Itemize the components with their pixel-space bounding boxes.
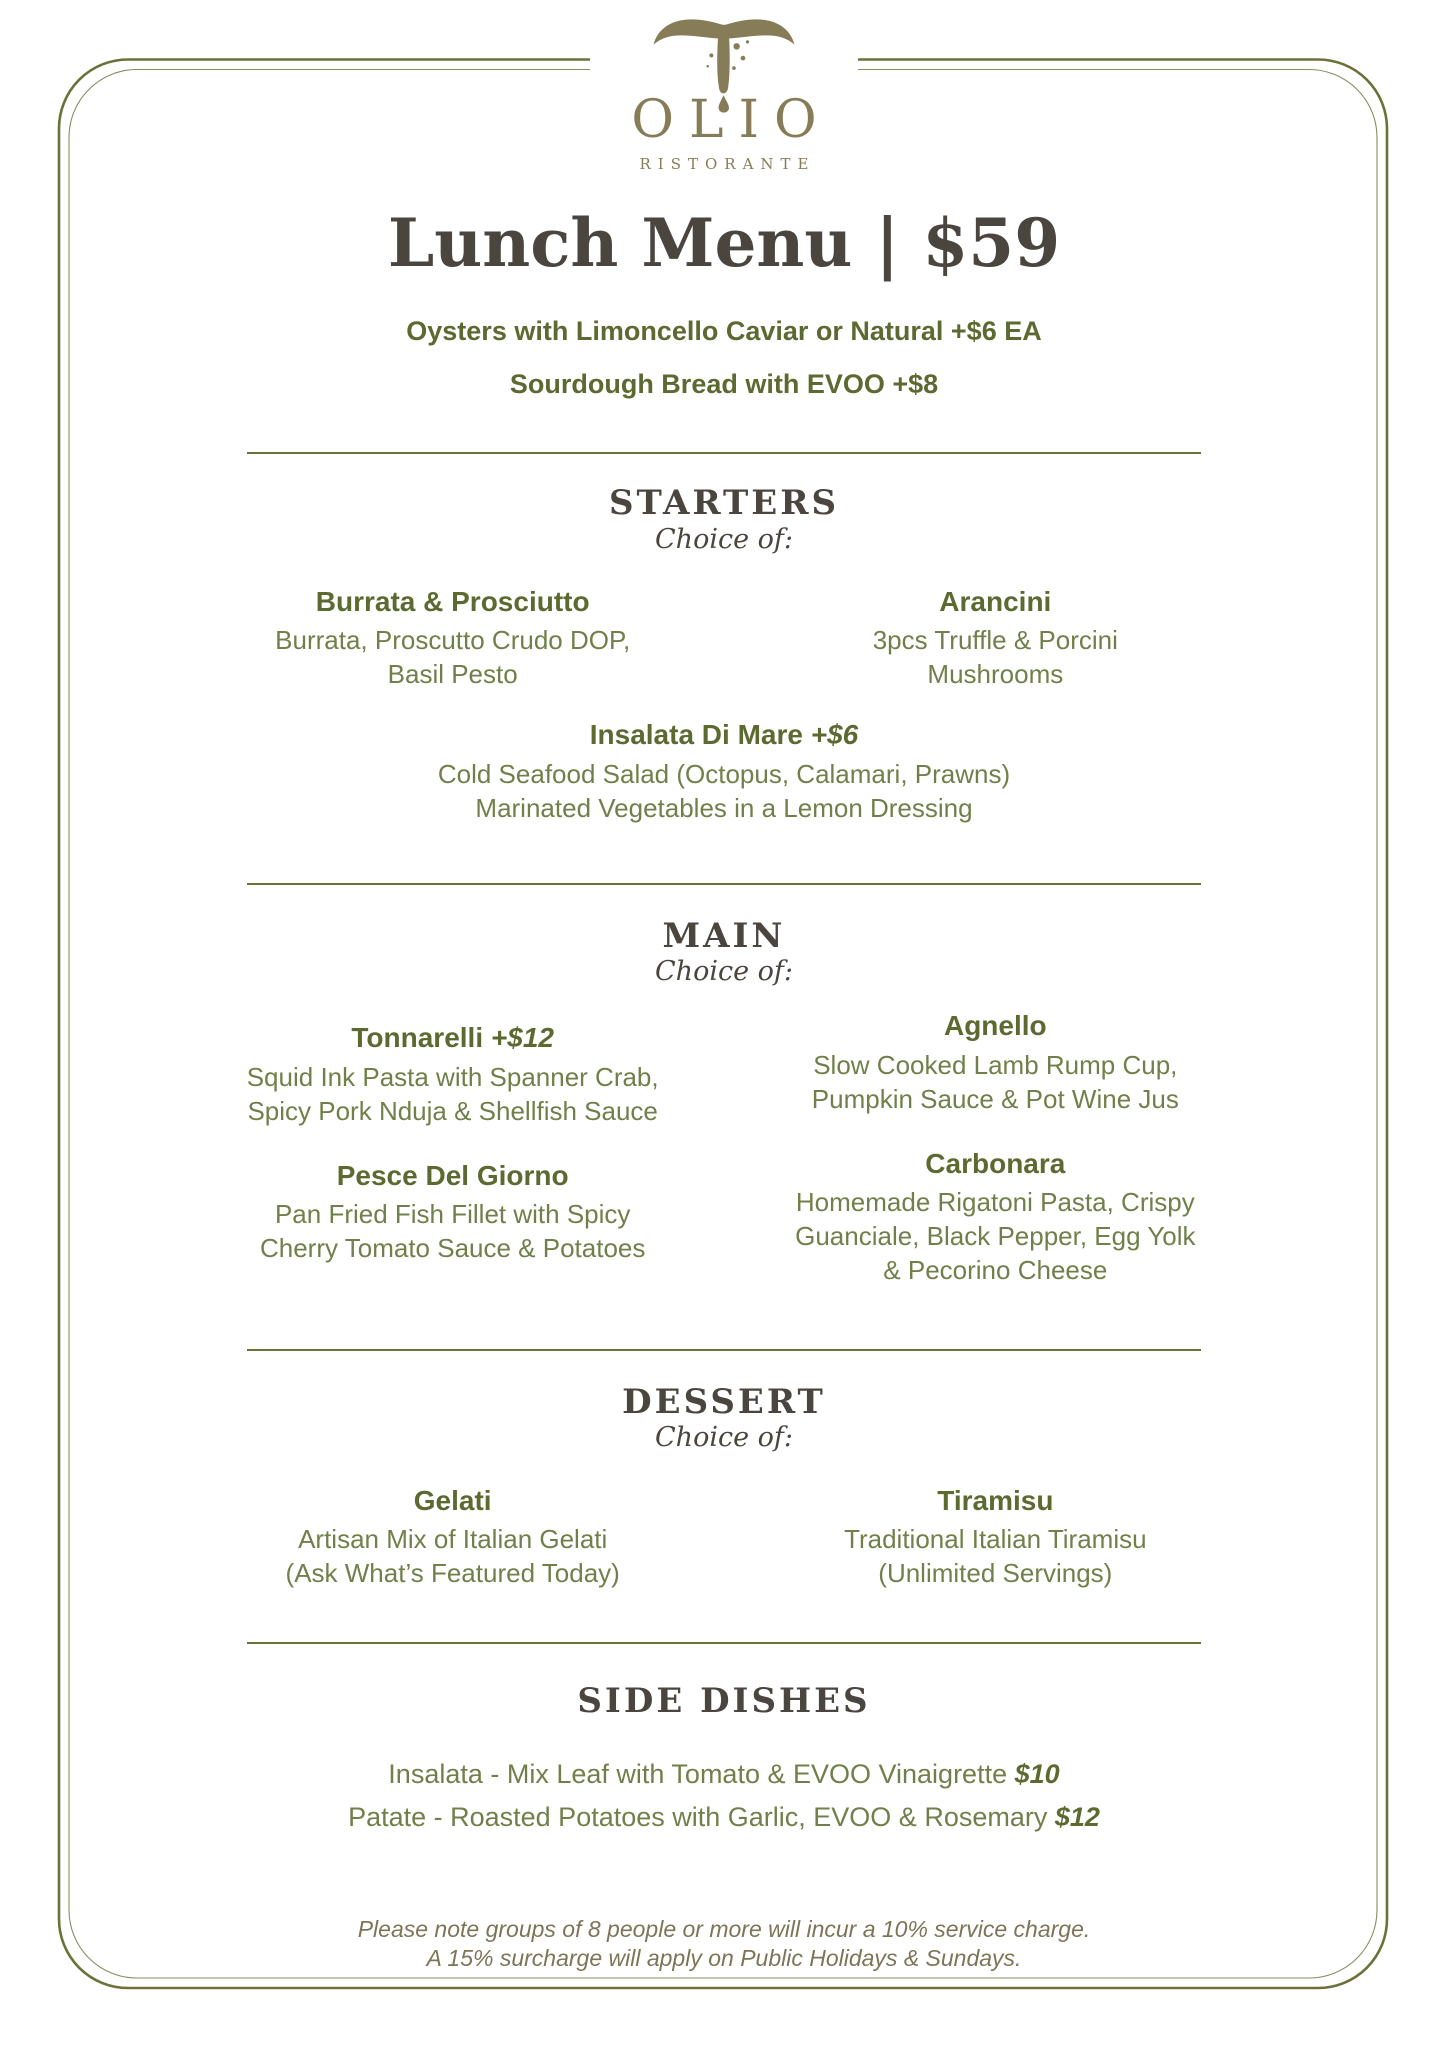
restaurant-logo (0, 0, 1448, 173)
item-desc-line: (Unlimited Servings) (878, 1557, 1113, 1588)
item-desc-line: Traditional Italian Tiramisu (844, 1523, 1147, 1554)
item-desc-line: Basil Pesto (387, 659, 518, 690)
item-name: Insalata Di Mare (589, 719, 803, 751)
item-desc-line: Burrata, Proscutto Crudo DOP, (275, 625, 631, 656)
item-name: Tiramisu (937, 1484, 1054, 1516)
footer-note-line: Please note groups of 8 people or more will incur a 10% service charge. (357, 1915, 1091, 1942)
item-desc-line: Pumpkin Sauce & Pot Wine Jus (811, 1083, 1179, 1114)
starters-heading: STARTERS (608, 483, 840, 524)
section-divider (247, 1642, 1201, 1644)
item-desc-line: (Ask What’s Featured Today) (285, 1557, 620, 1588)
side-dish-text: Patate - Roasted Potatoes with Garlic, EVOO & Rosemary (348, 1801, 1048, 1832)
dessert-choice-label: Choice of: (655, 1422, 793, 1454)
section-starters (0, 484, 1448, 824)
section-divider (247, 883, 1201, 885)
starters-choice-label: Choice of: (655, 523, 793, 555)
page-title: Lunch Menu | $59 (387, 204, 1061, 283)
side-dish-text: Insalata - Mix Leaf with Tomato & EVOO Vinaigrette (388, 1758, 1008, 1789)
item-name: Agnello (943, 1010, 1047, 1042)
menu-item-gelati (192, 1483, 713, 1590)
section-divider (247, 452, 1201, 454)
item-price: +$12 (490, 1022, 554, 1054)
main-choice-label: Choice of: (655, 955, 793, 987)
item-desc-line: Slow Cooked Lamb Rump Cup, (813, 1049, 1178, 1080)
item-price: +$6 (810, 719, 859, 751)
item-desc-line: Mushrooms (927, 659, 1064, 690)
item-name: Burrata & Prosciutto (315, 585, 590, 617)
menu-item-pesce-del-giorno (192, 1158, 713, 1265)
restaurant-tagline: RISTORANTE (639, 155, 816, 174)
side-dishes-heading: SIDE DISHES (577, 1680, 871, 1721)
dessert-heading: DESSERT (622, 1382, 826, 1423)
item-name: Carbonara (925, 1147, 1066, 1179)
side-dish-insalata (0, 1753, 1448, 1796)
menu-item-agnello (735, 1008, 1256, 1115)
item-name: Pesce Del Giorno (336, 1159, 569, 1191)
item-desc-line: Spicy Pork Nduja & Shellfish Sauce (247, 1095, 658, 1126)
section-main (0, 917, 1448, 1287)
footer-note (0, 1915, 1448, 1973)
menu-item-arancini (735, 584, 1256, 691)
menu-item-burrata (192, 584, 713, 691)
menu-item-carbonara (735, 1146, 1256, 1287)
intro-line-sourdough: Sourdough Bread with EVOO +$8 (509, 369, 939, 400)
side-dish-price: $10 (1014, 1758, 1060, 1789)
side-dish-patate (0, 1796, 1448, 1839)
item-desc-line: Cold Seafood Salad (Octopus, Calamari, Prawns) (437, 758, 1011, 789)
item-name: Tonnarelli (351, 1022, 484, 1054)
item-desc-line: Artisan Mix of Italian Gelati (298, 1523, 608, 1554)
menu-item-tonnarelli (192, 1020, 713, 1127)
footer-note-line: A 15% surcharge will apply on Public Holidays & Sundays. (426, 1944, 1022, 1971)
item-desc-line: Marinated Vegetables in a Lemon Dressing (475, 792, 973, 823)
item-desc-line: Homemade Rigatoni Pasta, Crispy (795, 1187, 1195, 1218)
restaurant-name: OLIO (631, 90, 832, 150)
item-desc-line: Pan Fried Fish Fillet with Spicy (274, 1199, 631, 1230)
section-side-dishes (0, 1682, 1448, 1839)
item-name: Gelati (413, 1484, 492, 1516)
item-desc-line: Cherry Tomato Sauce & Potatoes (259, 1233, 646, 1264)
main-heading: MAIN (662, 915, 786, 956)
item-desc-line: & Pecorino Cheese (883, 1255, 1108, 1286)
side-dish-price: $12 (1054, 1801, 1100, 1832)
menu-item-tiramisu (735, 1483, 1256, 1590)
menu-item-insalata-di-mare (0, 717, 1448, 824)
section-divider (247, 1349, 1201, 1351)
item-desc-line: 3pcs Truffle & Porcini (872, 625, 1118, 656)
item-desc-line: Guanciale, Black Pepper, Egg Yolk (795, 1221, 1196, 1252)
item-desc-line: Squid Ink Pasta with Spanner Crab, (246, 1061, 659, 1092)
section-dessert (0, 1383, 1448, 1590)
intro-line-oysters: Oysters with Limoncello Caviar or Natural +$6 EA (406, 316, 1042, 347)
item-name: Arancini (939, 585, 1052, 617)
